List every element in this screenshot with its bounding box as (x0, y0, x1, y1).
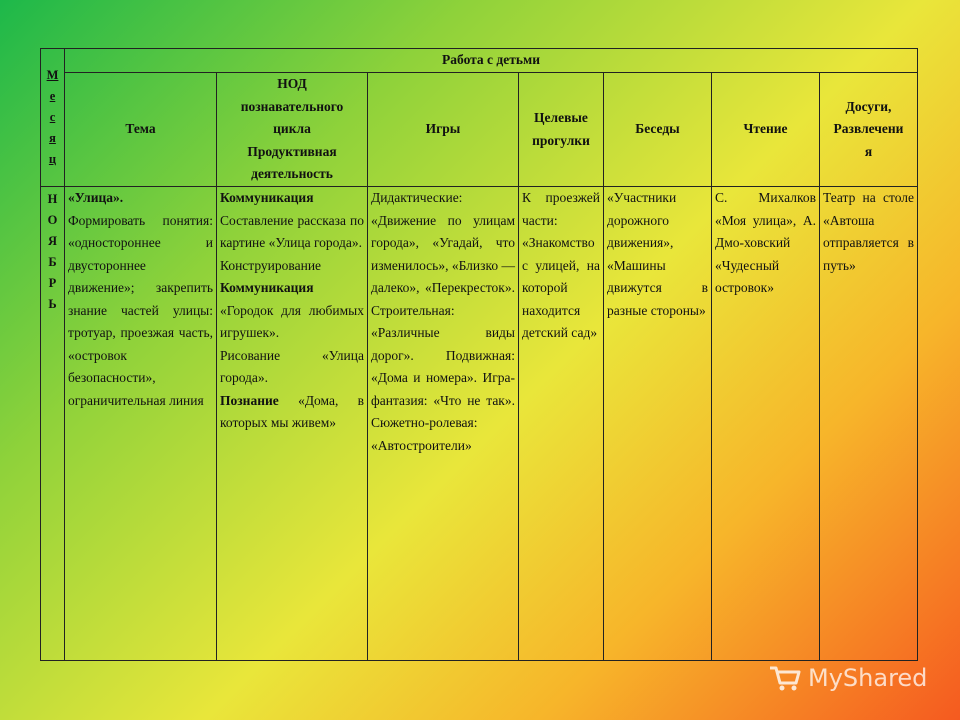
theme-cell (65, 187, 217, 661)
theme-header: Тема (65, 73, 217, 187)
games-cell: Дидактические: «Движение по улицам города», «Угадай, что изменилось», «Близко — далеко», «Перекресток». Строительная: «Различные виды дорог». Подвижная: «Дома и номера». Игра-фантазия: «Что не так». Сюжетно-ролевая: «Автостроители» (368, 187, 519, 661)
leisure-header: Досуги, Развлечени я (820, 73, 918, 187)
nod-header: НОД познавательного цикла Продуктивная деятельность (217, 73, 368, 187)
plan-table (40, 48, 918, 661)
month-header: М е с я ц (41, 49, 65, 187)
leisure-cell: Театр на столе «Автоша отправляется в путь» (820, 187, 918, 661)
nod-cell: Коммуникация Составление рассказа по картине «Улица города». Конструирование Коммуникация «Городок для любимых игрушек». Рисование «Улица города». Познание «Дома, в которых мы живем» (217, 187, 368, 661)
walks-header: Целевые прогулки (519, 73, 604, 187)
reading-cell: С. Михалков «Моя улица», А. Дмо-ховский «Чудесный островок» (712, 187, 820, 661)
cart-icon (768, 663, 802, 693)
talks-cell: «Участники дорожного движения», «Машины движутся в разные стороны» (604, 187, 712, 661)
watermark-text: MyShared (808, 664, 928, 692)
month-cell: Н О Я Б Р Ь (41, 187, 65, 661)
theme-text: Формировать понятия: «одностороннее и двустороннее движение»; закрепить знание частей улицы: тротуар, проезжая часть, «островок безопасности», ограничительная линия (68, 212, 213, 408)
talks-header: Беседы (604, 73, 712, 187)
work-with-children-header: Работа с детьми (65, 49, 918, 73)
games-header: Игры (368, 73, 519, 187)
reading-header: Чтение (712, 73, 820, 187)
walks-cell: К проезжей части: «Знакомство с улицей, на которой находится детский сад» (519, 187, 604, 661)
theme-title: «Улица». (68, 190, 124, 205)
watermark (768, 660, 927, 696)
